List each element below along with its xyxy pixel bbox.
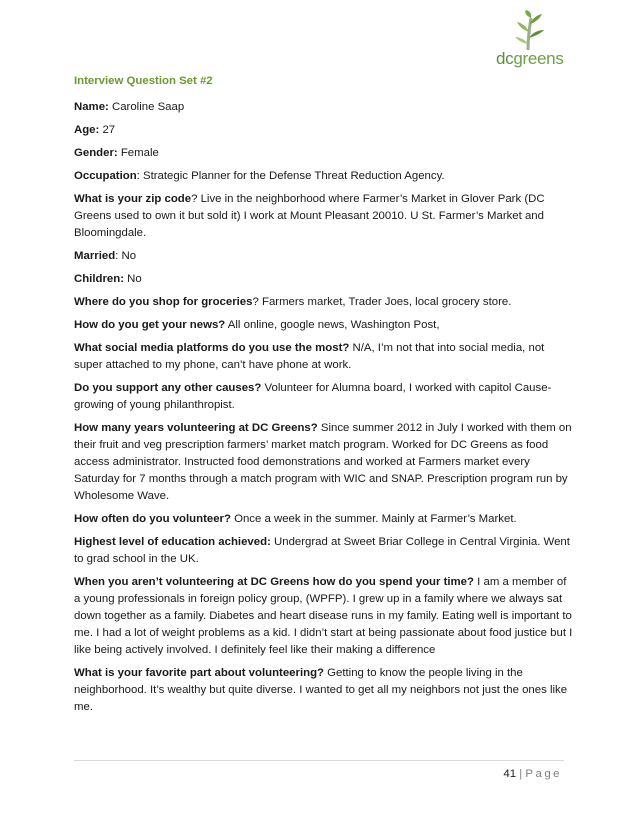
leaf-sprout-icon bbox=[504, 10, 554, 52]
interview-field bbox=[74, 168, 574, 185]
field-label: Children: bbox=[74, 273, 124, 285]
field-value: 27 bbox=[99, 124, 116, 136]
interview-field bbox=[74, 380, 574, 414]
interview-field bbox=[74, 294, 574, 311]
footer-separator: | bbox=[519, 768, 523, 780]
field-value: ? Farmers market, Trader Joes, local grocery store. bbox=[252, 296, 512, 308]
interview-field bbox=[74, 340, 574, 374]
field-label: What is your favorite part about volunteering? bbox=[74, 667, 324, 679]
field-value: No bbox=[124, 273, 142, 285]
field-label: When you aren’t volunteering at DC Greens how do you spend your time? bbox=[74, 576, 474, 588]
field-label: How many years volunteering at DC Greens? bbox=[74, 422, 318, 434]
field-label: How do you get your news? bbox=[74, 319, 226, 331]
field-label: Name: bbox=[74, 101, 109, 113]
interview-field bbox=[74, 534, 574, 568]
interview-field bbox=[74, 271, 574, 288]
interview-field bbox=[74, 574, 574, 659]
field-label: What social media platforms do you use the most? bbox=[74, 342, 350, 354]
field-label: Gender: bbox=[74, 147, 118, 159]
interview-field bbox=[74, 420, 574, 505]
interview-field bbox=[74, 511, 574, 528]
interview-field bbox=[74, 248, 574, 265]
interview-field bbox=[74, 317, 574, 334]
field-value: Undergrad at Sweet Briar College in Central Virginia. Went to grad school in the UK. bbox=[74, 536, 570, 565]
logo-dc-text: dc bbox=[496, 49, 514, 68]
interview-field bbox=[74, 145, 574, 162]
field-label: What is your zip code bbox=[74, 193, 192, 205]
field-value: N/A, I’m not that into social media, not super attached to my phone, can’t have phone at work. bbox=[74, 342, 545, 371]
interview-fields bbox=[74, 99, 574, 716]
field-value: ? Live in the neighborhood where Farmer’s Market in Glover Park (DC Greens used to own it but sold it) I work at Mount Pleasant 20010. U St. Farmer’s Market and Bloomingdale. bbox=[74, 193, 545, 239]
field-label: Occupation bbox=[74, 170, 137, 182]
page-footer bbox=[503, 768, 562, 780]
page-label: Page bbox=[525, 768, 562, 780]
interview-field bbox=[74, 99, 574, 116]
field-value: : Strategic Planner for the Defense Threat Reduction Agency. bbox=[136, 170, 445, 182]
field-label: Age: bbox=[74, 124, 100, 136]
field-value: Once a week in the summer. Mainly at Farmer’s Market. bbox=[230, 513, 517, 525]
interview-field bbox=[74, 665, 574, 716]
field-label: Where do you shop for groceries bbox=[74, 296, 253, 308]
interview-field bbox=[74, 122, 574, 139]
field-value: Female bbox=[117, 147, 159, 159]
field-label: Highest level of education achieved: bbox=[74, 536, 271, 548]
field-value: : No bbox=[115, 250, 137, 262]
field-value: Getting to know the people living in the neighborhood. It’s wealthy but quite diverse. I wanted to get all my neighbors not just the ones like me. bbox=[74, 667, 568, 713]
logo-greens-text: greens bbox=[513, 49, 564, 68]
page-number: 41 bbox=[503, 768, 517, 780]
field-value: Caroline Saap bbox=[108, 101, 185, 113]
field-label: Do you support any other causes? bbox=[74, 382, 262, 394]
field-value: Since summer 2012 in July I worked with them on their fruit and veg prescription farmers’ market match program. Worked for DC Greens as food access administrator. Instructed food demonstrations and worked at Farmers market every Saturday for 7 months through a match program with WIC and SNAP. Prescription program run by Wholesome Wave. bbox=[74, 422, 572, 502]
field-value: Volunteer for Alumna board, I worked with capitol Cause-growing of young philanthropist. bbox=[74, 382, 552, 411]
field-value: I am a member of a young professionals in foreign policy group, (WPFP). I grew up in a family where we always sat down together as a family. Diabetes and heart disease runs in my family. Eating well is important to me. I had a lot of weight problems as a kid. I didn’t start at being passionate about food justice but I like being actively involved. I definitely feel like their making a difference bbox=[74, 576, 573, 656]
field-value: All online, google news, Washington Post, bbox=[225, 319, 440, 331]
dc-greens-logo bbox=[496, 10, 568, 68]
interview-field bbox=[74, 191, 574, 242]
field-label: How often do you volunteer? bbox=[74, 513, 231, 525]
field-label: Married bbox=[74, 250, 116, 262]
document-title: Interview Question Set #2 bbox=[74, 75, 213, 87]
document-body bbox=[74, 73, 574, 722]
footer-divider bbox=[74, 760, 564, 761]
